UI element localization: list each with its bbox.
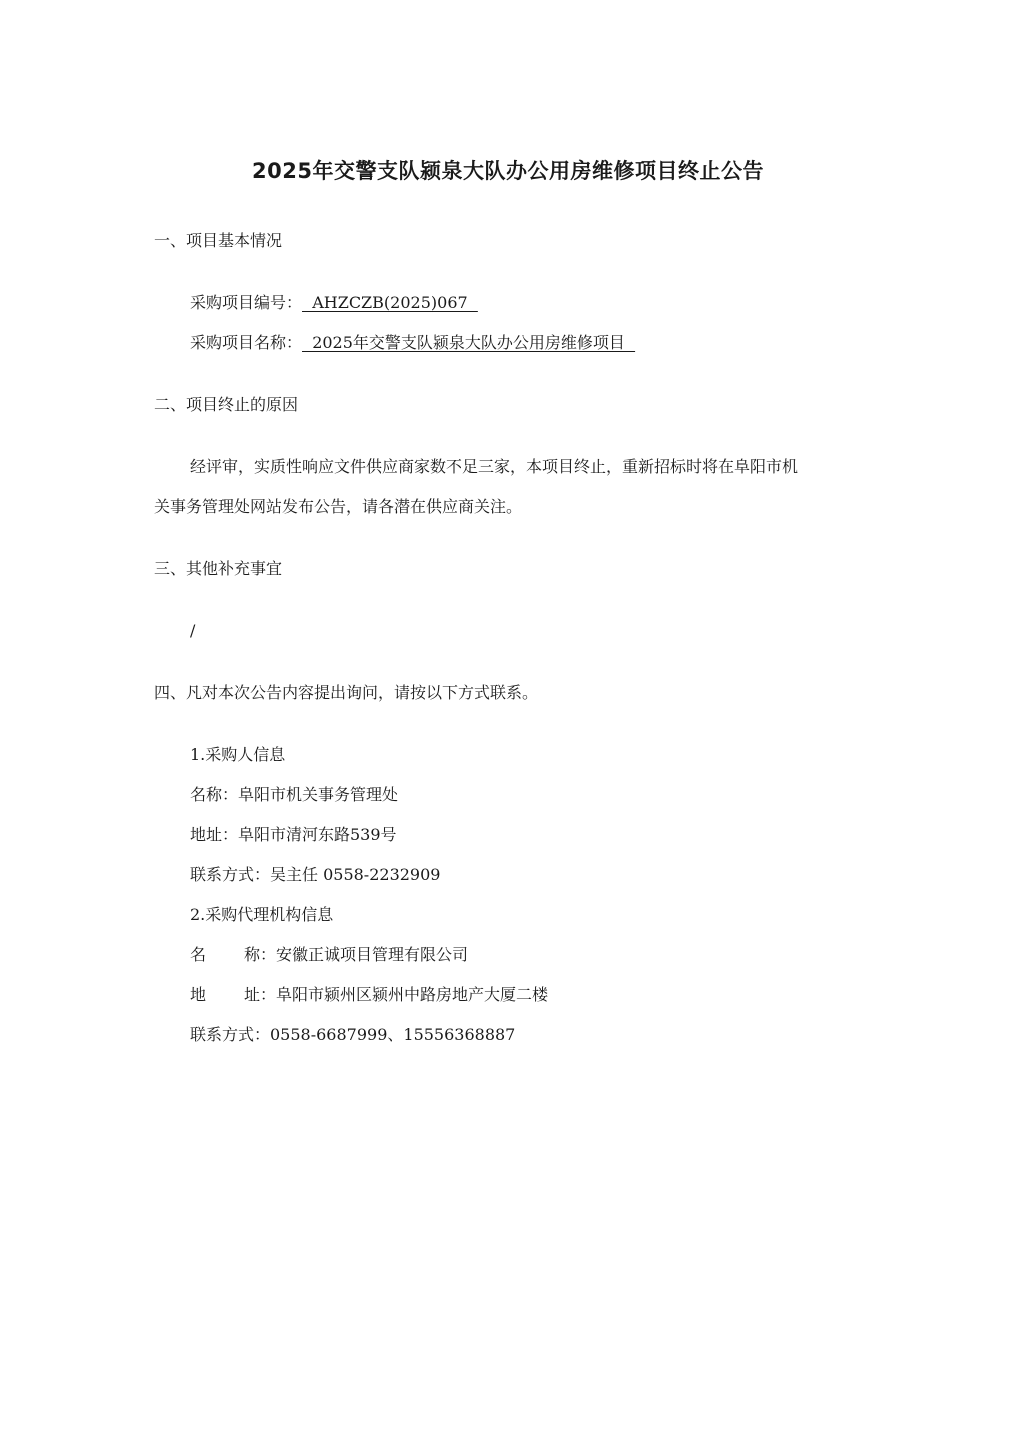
purchaser-info-heading: 1.采购人信息 xyxy=(190,745,286,764)
agency-address-label-part-a: 地 xyxy=(190,985,207,1004)
section-heading-contact: 四、凡对本次公告内容提出询问，请按以下方式联系。 xyxy=(154,683,539,702)
agency-name-label-part-b: 称：安徽正诚项目管理有限公司 xyxy=(244,945,469,964)
section-heading-termination-reason: 二、项目终止的原因 xyxy=(154,395,299,414)
agency-info-heading: 2.采购代理机构信息 xyxy=(190,905,334,924)
project-number-value: AHZCZB(2025)067 xyxy=(302,293,478,312)
section-heading-other-matters: 三、其他补充事宜 xyxy=(154,559,283,578)
purchaser-name: 名称：阜阳市机关事务管理处 xyxy=(190,785,399,804)
purchaser-contact: 联系方式：吴主任 0558-2232909 xyxy=(190,865,441,884)
section-heading-basic-info: 一、项目基本情况 xyxy=(154,231,283,250)
project-name-label: 采购项目名称： xyxy=(190,333,303,352)
page-title: 2025年交警支队颍泉大队办公用房维修项目终止公告 xyxy=(252,159,764,183)
purchaser-address: 地址：阜阳市清河东路539号 xyxy=(190,825,397,844)
agency-address-row xyxy=(190,983,548,1007)
other-matters-content: / xyxy=(190,621,196,640)
termination-reason-line-1: 经评审，实质性响应文件供应商家数不足三家，本项目终止，重新招标时将在阜阳市机 xyxy=(190,457,799,476)
agency-contact: 联系方式：0558-6687999、15556368887 xyxy=(190,1025,516,1044)
project-name-value: 2025年交警支队颍泉大队办公用房维修项目 xyxy=(302,333,636,352)
project-number-row xyxy=(190,291,478,315)
project-name-row xyxy=(190,331,635,355)
agency-name-label-part-a: 名 xyxy=(190,945,207,964)
project-number-label: 采购项目编号： xyxy=(190,293,303,312)
agency-address-label-part-b: 址：阜阳市颍州区颍州中路房地产大厦二楼 xyxy=(244,985,549,1004)
termination-reason-line-2: 关事务管理处网站发布公告，请各潜在供应商关注。 xyxy=(154,497,523,516)
agency-name-row xyxy=(190,943,468,967)
